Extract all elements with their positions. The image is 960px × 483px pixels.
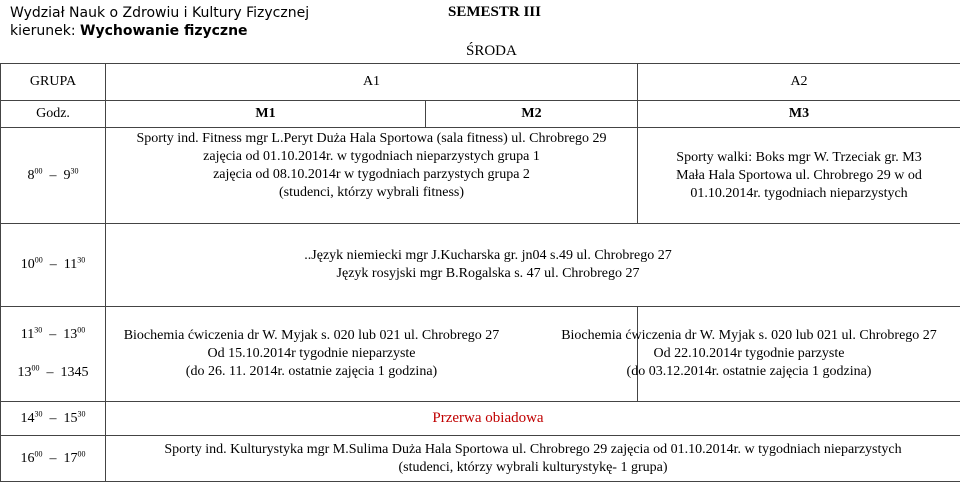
- biochem-even-line-1: Biochemia ćwiczenia dr W. Myjak s. 020 lub 021 ul. Chrobrego 27: [561, 328, 937, 343]
- subgroup-header-row: [1, 101, 960, 128]
- boxing-class: [638, 128, 960, 224]
- field-of-study: [10, 22, 309, 40]
- subgroup-m3: M3: [638, 101, 960, 128]
- field-label: kierunek:: [10, 23, 76, 39]
- group-a2: A2: [638, 64, 960, 101]
- biochem-odd-line-3: (do 26. 11. 2014r. ostatnie zajęcia 1 godzina): [185, 364, 438, 379]
- biochem-even-line-2: Od 22.10.2014r tygodnie parzyste: [653, 346, 845, 361]
- biochemistry-even-weeks: [561, 307, 960, 402]
- language-classes: [106, 224, 960, 307]
- slot-row-1: [1, 128, 960, 224]
- biochem-odd-line-1: Biochemia ćwiczenia dr W. Myjak s. 020 lub 021 ul. Chrobrego 27: [123, 328, 500, 343]
- field-value: Wychowanie fizyczne: [80, 23, 248, 39]
- language-line-1: ..Język niemiecki mgr J.Kucharska gr. jn04 s.49 ul. Chrobrego 27: [304, 248, 672, 263]
- fitness-line-1: Sporty ind. Fitness mgr L.Peryt Duża Hala Sportowa (sala fitness) ul. Chrobrego 29: [136, 131, 607, 146]
- slot-row-4: [1, 402, 960, 436]
- lunch-break-label: Przerwa obiadowa: [432, 410, 544, 426]
- subgroup-m2: M2: [426, 101, 638, 128]
- faculty-name: Wydział Nauk o Zdrowiu i Kultury Fizycznej: [10, 5, 310, 21]
- fitness-line-3: zajęcia od 08.10.2014r w tygodniach parzystych grupa 2: [213, 167, 530, 182]
- hours-label: Godz.: [1, 101, 106, 128]
- day-title: ŚRODA: [466, 43, 517, 59]
- fitness-line-4: (studenci, którzy wybrali fitness): [278, 185, 465, 200]
- boxing-line-3: 01.10.2014r. tygodniach nieparzystych: [690, 185, 908, 201]
- group-header-row: [1, 64, 960, 101]
- document-header: [0, 0, 960, 60]
- fitness-class: [106, 128, 638, 224]
- group-a1: A1: [106, 64, 638, 101]
- boxing-line-2: Mała Hala Sportowa ul. Chrobrego 29 w od: [676, 167, 922, 183]
- bodybuilding-line-1: Sporty ind. Kulturystyka mgr M.Sulima Duża Hala Sportowa ul. Chrobrego 29 zajęcia od 01.10.2014r. w tygodniach nieparzystych: [164, 441, 902, 457]
- biochem-odd-line-2: Od 15.10.2014r tygodnie nieparzyste: [207, 346, 416, 361]
- lunch-break: [106, 402, 960, 436]
- slot-row-3: [1, 307, 960, 402]
- time-slot-3: $11^{30} - 13^{00}$ $13^{00} - 1345$: [1, 307, 106, 402]
- schedule-table: [0, 63, 960, 482]
- group-label: GRUPA: [1, 64, 106, 101]
- boxing-line-1: Sporty walki: Boks mgr W. Trzeciak gr. M3: [676, 149, 922, 165]
- biochem-even-line-3: (do 03.12.2014r. ostatnie zajęcia 1 godzina): [626, 364, 872, 379]
- slot-row-2: [1, 224, 960, 307]
- time-slot-1: $8^{00} - 9^{30}$: [1, 128, 106, 224]
- time-slot-5: $16^{00} - 17^{00}$: [1, 436, 106, 482]
- bodybuilding-class: [106, 436, 960, 482]
- slot-row-5: [1, 436, 960, 482]
- subgroup-m1: M1: [106, 101, 426, 128]
- semester-title: SEMESTR III: [448, 4, 541, 20]
- bodybuilding-line-2: (studenci, którzy wybrali kulturystykę- 1 grupa): [398, 459, 668, 475]
- language-line-2: Język rosyjski mgr B.Rogalska s. 47 ul. Chrobrego 27: [336, 266, 640, 281]
- time-slot-2: $10^{00} - 11^{30}$: [1, 224, 106, 307]
- faculty-info: [10, 4, 309, 40]
- fitness-line-2: zajęcia od 01.10.2014r. w tygodniach nieparzystych grupa 1: [203, 149, 540, 164]
- time-slot-4: $14^{30} - 15^{30}$: [1, 402, 106, 436]
